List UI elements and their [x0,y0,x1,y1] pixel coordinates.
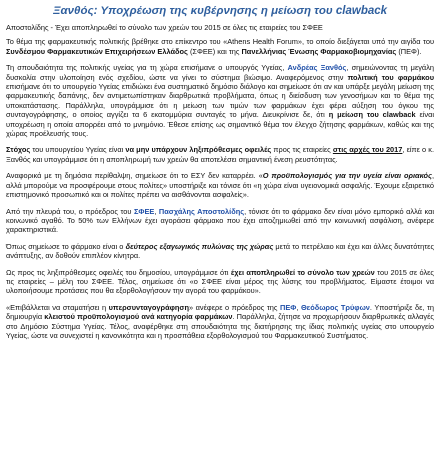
text: μετά το πετρέλαιο και έχει και άλλες δυνατότητες ανάπτυξης, αν δοθούν επιπλέον κίνητρα. [6,241,435,261]
text: » ανέφερε ο πρόεδρος της [189,302,280,312]
highlight: στις αρχές του 2017 [332,145,403,155]
text: . Υποστήριξε δε, τη δημιουργία [6,302,434,322]
text: προς τις εταιρείες [271,145,333,155]
highlight: υπερσυνταγογράφηση [108,302,189,312]
paragraph-4 [6,171,434,199]
text: (ΠΕΦ). [396,46,422,56]
text: , αλλά μπορούμε να προσφέρουμε στους πολίτες» υποστήριξε και τόνισε ότι «η χώρα είναι υγειονομικά ασφαλής. Έχουμε εξαιρετικό επιστημονικό προσωπικό και οι πολίτες πρέπει να αισθάνονται ασφαλείς». [6,171,434,200]
paragraph-1 [6,37,434,56]
text: του 2015 σε όλες τις εταιρείες – μέλη του ΣΦΕΕ. Τέλος, σημείωσε ότι «ο ΣΦΕΕ είναι μέρος της λύσης του προβλήματος. Είμαστε έτοιμοι να υλοποιήσουμε προτάσεις που θα εξορθολογήσουν την αγορά του φαρμάκου». [6,267,434,296]
text: Ως προς τις ληξιπρόθεσμες οφειλές του δημοσίου, υπογράμμισε ότι [6,267,231,277]
highlight: κλειστού προϋπολογισμού ανά κατηγορία φαρμάκων [44,312,233,322]
highlight: δεύτερος εξαγωγικός πυλώνας της χώρας [125,241,274,251]
article-lead: Αποστολίδης - Έχει αποπληρωθεί το σύνολο των χρεών του 2015 σε όλες τις εταιρείες του ΣΦΕΕ [6,23,323,32]
text: , σημειώνοντας τη μεγάλη δυσκολία στην υλοποίηση ενός σχεδίου, ώστε να γίνει το σύστημα βιώσιμο. Αναφερόμενος στην [6,63,435,82]
text: Αναφορικά με τη δημόσια περίθαλψη, σημείωσε ότι το ΕΣΥ δεν καταρρέει. « [6,171,263,181]
highlight: πολιτική του φαρμάκου [347,72,434,82]
highlight: έχει αποπληρωθεί το σύνολο των χρεών [230,267,375,277]
person-name: Ανδρέας Ξανθός [287,63,347,73]
text: Από την πλευρά του, ο πρόεδρος του [6,206,134,216]
paragraph-8 [6,303,434,341]
text: επισήμανε ότι το υπουργείο Υγείας επιδιώκει ένα συστηματικό δημόσιο διάλογο και σημείωσε ότι αν και υπάρξε μεγάλη μείωση της φαρμακευτικής δαπάνης, δεν αντιμετωπίστηκαν διαρθρωτικά προβλήματα, όπως η διείσδυση των γενοσήμων και το θέμα της υποκατάστασης. Παράλληλα, υπογράμμισε ότι η μείωση των τιμών των φαρμάκων έχει φέρει αύξηση του όγκου της συνταγογράφησης, ο οποίος αγγίζει τα 6 εκατομμύρια συνταγές το μήνα. Διευκρίνισε δε, ότι [6,82,434,120]
text: , τόνισε ότι το φάρμακο δεν είναι μόνο εμπορικό αλλά και κοινωνικό αγαθό. Το 50% των Ελλήνων έχει αγοράσει φάρμακο που έχει αποζημιωθεί από την κοινωνική ασφάλιση, ανέφερε χαρακτηριστικά. [6,206,434,235]
text: «Επιβάλλεται να σταματήσει η [6,302,109,312]
highlight: η μείωση του clawback [328,110,416,120]
person-name: Θεόδωρος Τρύφων [300,302,370,312]
person-name: Πασχάλης Αποστολίδης [158,206,245,216]
text: Τη σπουδαιότητα της πολιτικής υγείας για τη χώρα επισήμανε ο υπουργός Υγείας, [6,63,288,73]
paragraph-7 [6,268,434,296]
paragraph-6 [6,242,434,261]
paragraph-2 [6,63,434,138]
text: (ΣΦΕΕ) και της [187,46,242,56]
highlight: να μην υπάρχουν ληξιπρόθεσμες οφειλές [125,145,272,155]
org-name: ΣΦΕΕ [133,206,155,216]
paragraph-5 [6,207,434,235]
highlight: Στόχος [6,145,31,155]
text: , είπε ο κ. Ξανθός και υπογράμμισε ότι η αποπληρωμή των χρεών θα αποτελέσει σημαντική ένεση ρευστότητας. [6,145,434,164]
paragraph-3 [6,145,434,164]
text: , [154,206,159,216]
quote-highlight: Ο προϋπολογισμός για την υγεία είναι οριακός [262,171,432,181]
text: είναι υποχρέωση η οποία απορρέει από το μνημόνιο. Έθεσε επίσης ως σημαντικό θέμα τον έλεγχο ζήτησης φαρμάκων, καθώς και της χώρας προέλευσής τους. [6,110,435,139]
text: του υπουργείου Υγείας είναι [30,145,126,155]
text: . Παράλληλα, ζήτησε να προχωρήσουν διαρθρωτικές αλλαγές στο Δημόσιο Σύστημα Υγείας. Τέλος, αναφέρθηκε στη σπουδαιότητα της διατήρησης της ίδιας πολιτικής υγείας στο υπουργείο Υγείας, ώστε να συνεχιστεί η κανονικότητα και η προσπάθεια εξορθολογισμού του Φαρμακευτικού Συστήματος. [6,312,434,340]
text: , [296,302,301,312]
org-name: Πανελλήνιας Ένωσης Φαρμακοβιομηχανίας [241,46,397,56]
text: Όπως σημείωσε το φάρμακο είναι ο [6,241,126,251]
org-name: Συνδέσμου Φαρμακευτικών Επιχειρήσεων Ελλάδος [6,46,188,56]
article-title: Ξανθός: Υποχρέωση της κυβέρνησης η μείωση του clawback [52,5,388,17]
text: Το θέμα της φαρμακευτικής πολιτικής βρέθηκε στο επίκεντρο του «Athens Health Forum», το οποίο διεξάγεται υπό την αιγίδα του [6,37,434,47]
org-name: ΠΕΦ [280,302,297,312]
